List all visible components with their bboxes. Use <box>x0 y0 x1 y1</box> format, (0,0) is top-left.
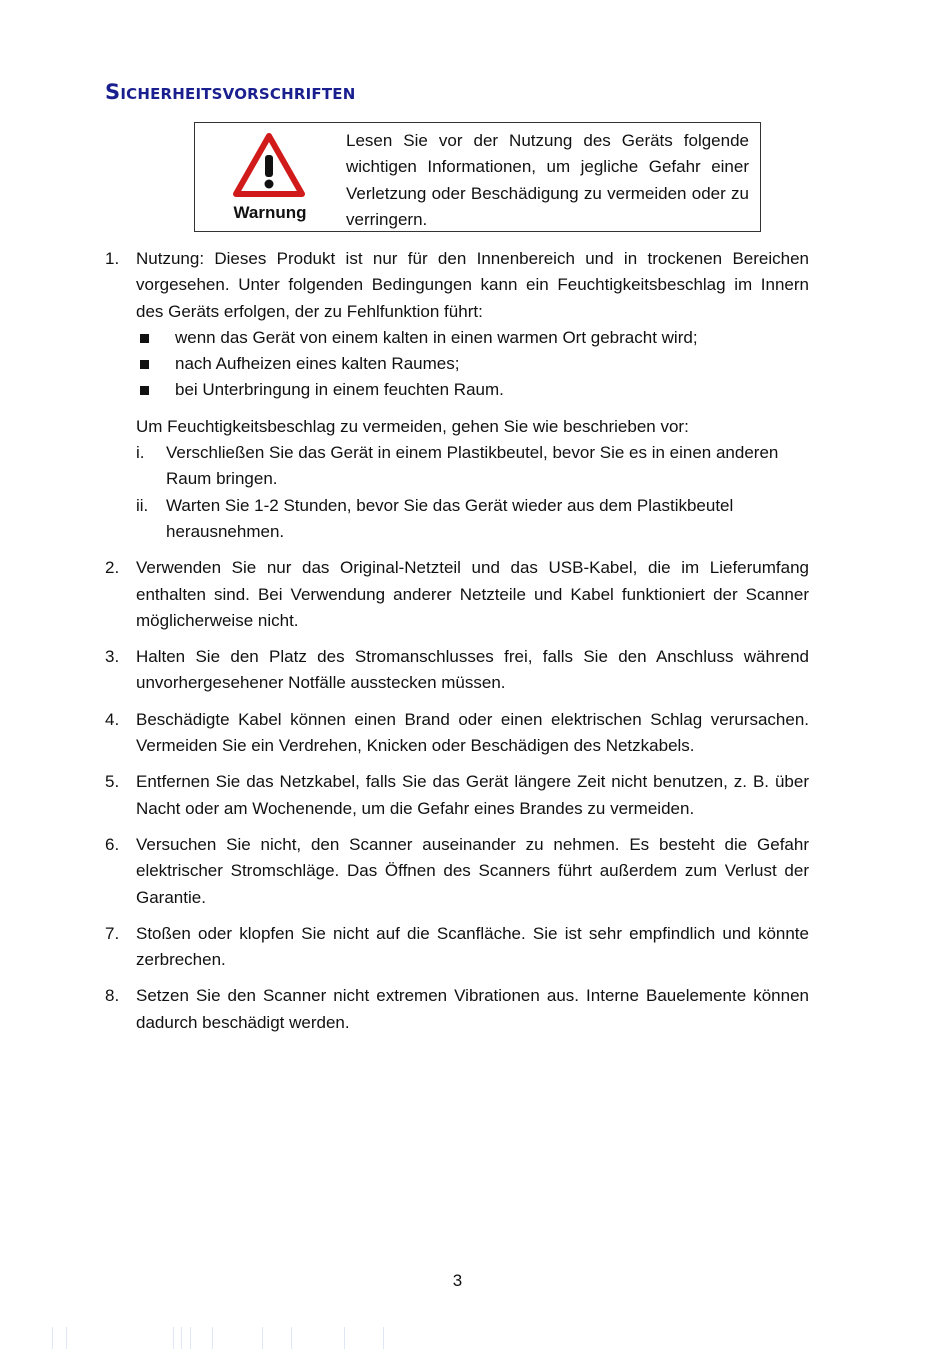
step-item <box>136 493 809 546</box>
item-number: 8. <box>105 986 120 1006</box>
step-text: Warten Sie 1-2 Stunden, bevor Sie das Gerät wieder aus dem Plastikbeutel herausnehmen. <box>166 495 734 541</box>
scan-mark <box>173 1327 174 1349</box>
bullet-item: wenn das Gerät von einem kalten in einen warmen Ort gebracht wird; <box>136 325 809 351</box>
scan-mark <box>262 1327 263 1349</box>
item-number: 2. <box>105 558 120 578</box>
item-number: 4. <box>105 709 120 729</box>
list-item <box>105 644 809 697</box>
scan-mark <box>190 1327 191 1349</box>
item-number: 1. <box>105 249 120 268</box>
bullet-item: bei Unterbringung in einem feuchten Raum. <box>136 377 809 403</box>
page-number: 3 <box>452 1271 463 1290</box>
steps-intro: Um Feuchtigkeitsbeschlag zu vermeiden, gehen Sie wie beschrieben vor: <box>136 416 689 436</box>
section-title: Sicherheitsvorschriften <box>105 80 356 104</box>
step-number: ii. <box>136 495 149 515</box>
list-item <box>105 707 809 760</box>
item-text: Entfernen Sie das Netzkabel, falls Sie das Gerät längere Zeit nicht benutzen, z. B. über Nacht oder am Wochenende, um die Gefahr eines Brandes zu vermeiden. <box>136 772 809 818</box>
square-bullet-icon <box>140 386 149 395</box>
item-text: Nutzung: Dieses Produkt ist nur für den Innenbereich und in trockenen Bereichen vorgesehen. Unter folgenden Bedingungen kann ein Feuchtigkeitsbeschlag im Innern des Geräts erfolgen, der zu Fehlfunktion führt: <box>136 249 809 321</box>
item-text: Halten Sie den Platz des Stromanschlusses frei, falls Sie den Anschluss während unvorhergesehener Notfälle ausstecken müssen. <box>136 647 809 693</box>
square-bullet-icon <box>140 360 149 369</box>
scan-mark <box>212 1327 213 1349</box>
warning-label: Warnung <box>233 203 307 222</box>
scan-mark <box>383 1327 384 1349</box>
list-item <box>105 921 809 974</box>
item-text: Verwenden Sie nur das Original-Netzteil und das USB-Kabel, die im Lieferumfang enthalten sind. Bei Verwendung anderer Netzteile und Kabel funktioniert der Scanner möglicherweise nicht. <box>136 558 809 630</box>
item-number: 6. <box>105 834 120 854</box>
bullet-list <box>136 325 809 404</box>
scan-mark <box>291 1327 292 1349</box>
item-number: 5. <box>105 772 120 792</box>
warning-box <box>194 122 761 232</box>
list-item <box>105 769 809 822</box>
step-number: i. <box>136 443 145 463</box>
step-item <box>136 440 809 493</box>
safety-list <box>105 246 809 1046</box>
list-item <box>105 246 809 545</box>
scan-mark <box>52 1327 53 1349</box>
list-item <box>105 983 809 1036</box>
square-bullet-icon <box>140 334 149 343</box>
warning-triangle-icon <box>233 133 305 197</box>
item-text: Beschädigte Kabel können einen Brand oder einen elektrischen Schlag verursachen. Vermeiden Sie ein Verdrehen, Knicken oder Beschädigen des Netzkabels. <box>136 709 809 756</box>
list-item <box>105 555 809 634</box>
bullet-item: nach Aufheizen eines kalten Raumes; <box>136 351 809 377</box>
item-number: 7. <box>105 923 120 943</box>
item-text: Setzen Sie den Scanner nicht extremen Vibrationen aus. Interne Bauelemente können dadurch beschädigt werden. <box>136 986 809 1032</box>
item-text: Stoßen oder klopfen Sie nicht auf die Scanfläche. Sie ist sehr empfindlich und könnte zerbrechen. <box>136 923 809 970</box>
scan-mark <box>181 1327 182 1349</box>
warning-text: Lesen Sie vor der Nutzung des Geräts folgende wichtigen Informationen, um jegliche Gefahr einer Verletzung oder Beschädigung zu vermeiden oder zu verringern. <box>346 131 749 229</box>
item-number: 3. <box>105 647 120 667</box>
scan-mark <box>344 1327 345 1349</box>
step-text: Verschließen Sie das Gerät in einem Plastikbeutel, bevor Sie es in einen anderen Raum bringen. <box>166 443 779 489</box>
scan-mark <box>66 1327 67 1349</box>
list-item <box>105 832 809 911</box>
item-text: Versuchen Sie nicht, den Scanner auseinander zu nehmen. Es besteht die Gefahr elektrischer Stromschläge. Das Öffnen des Scanners führt außerdem zum Verlust der Garantie. <box>136 834 809 907</box>
